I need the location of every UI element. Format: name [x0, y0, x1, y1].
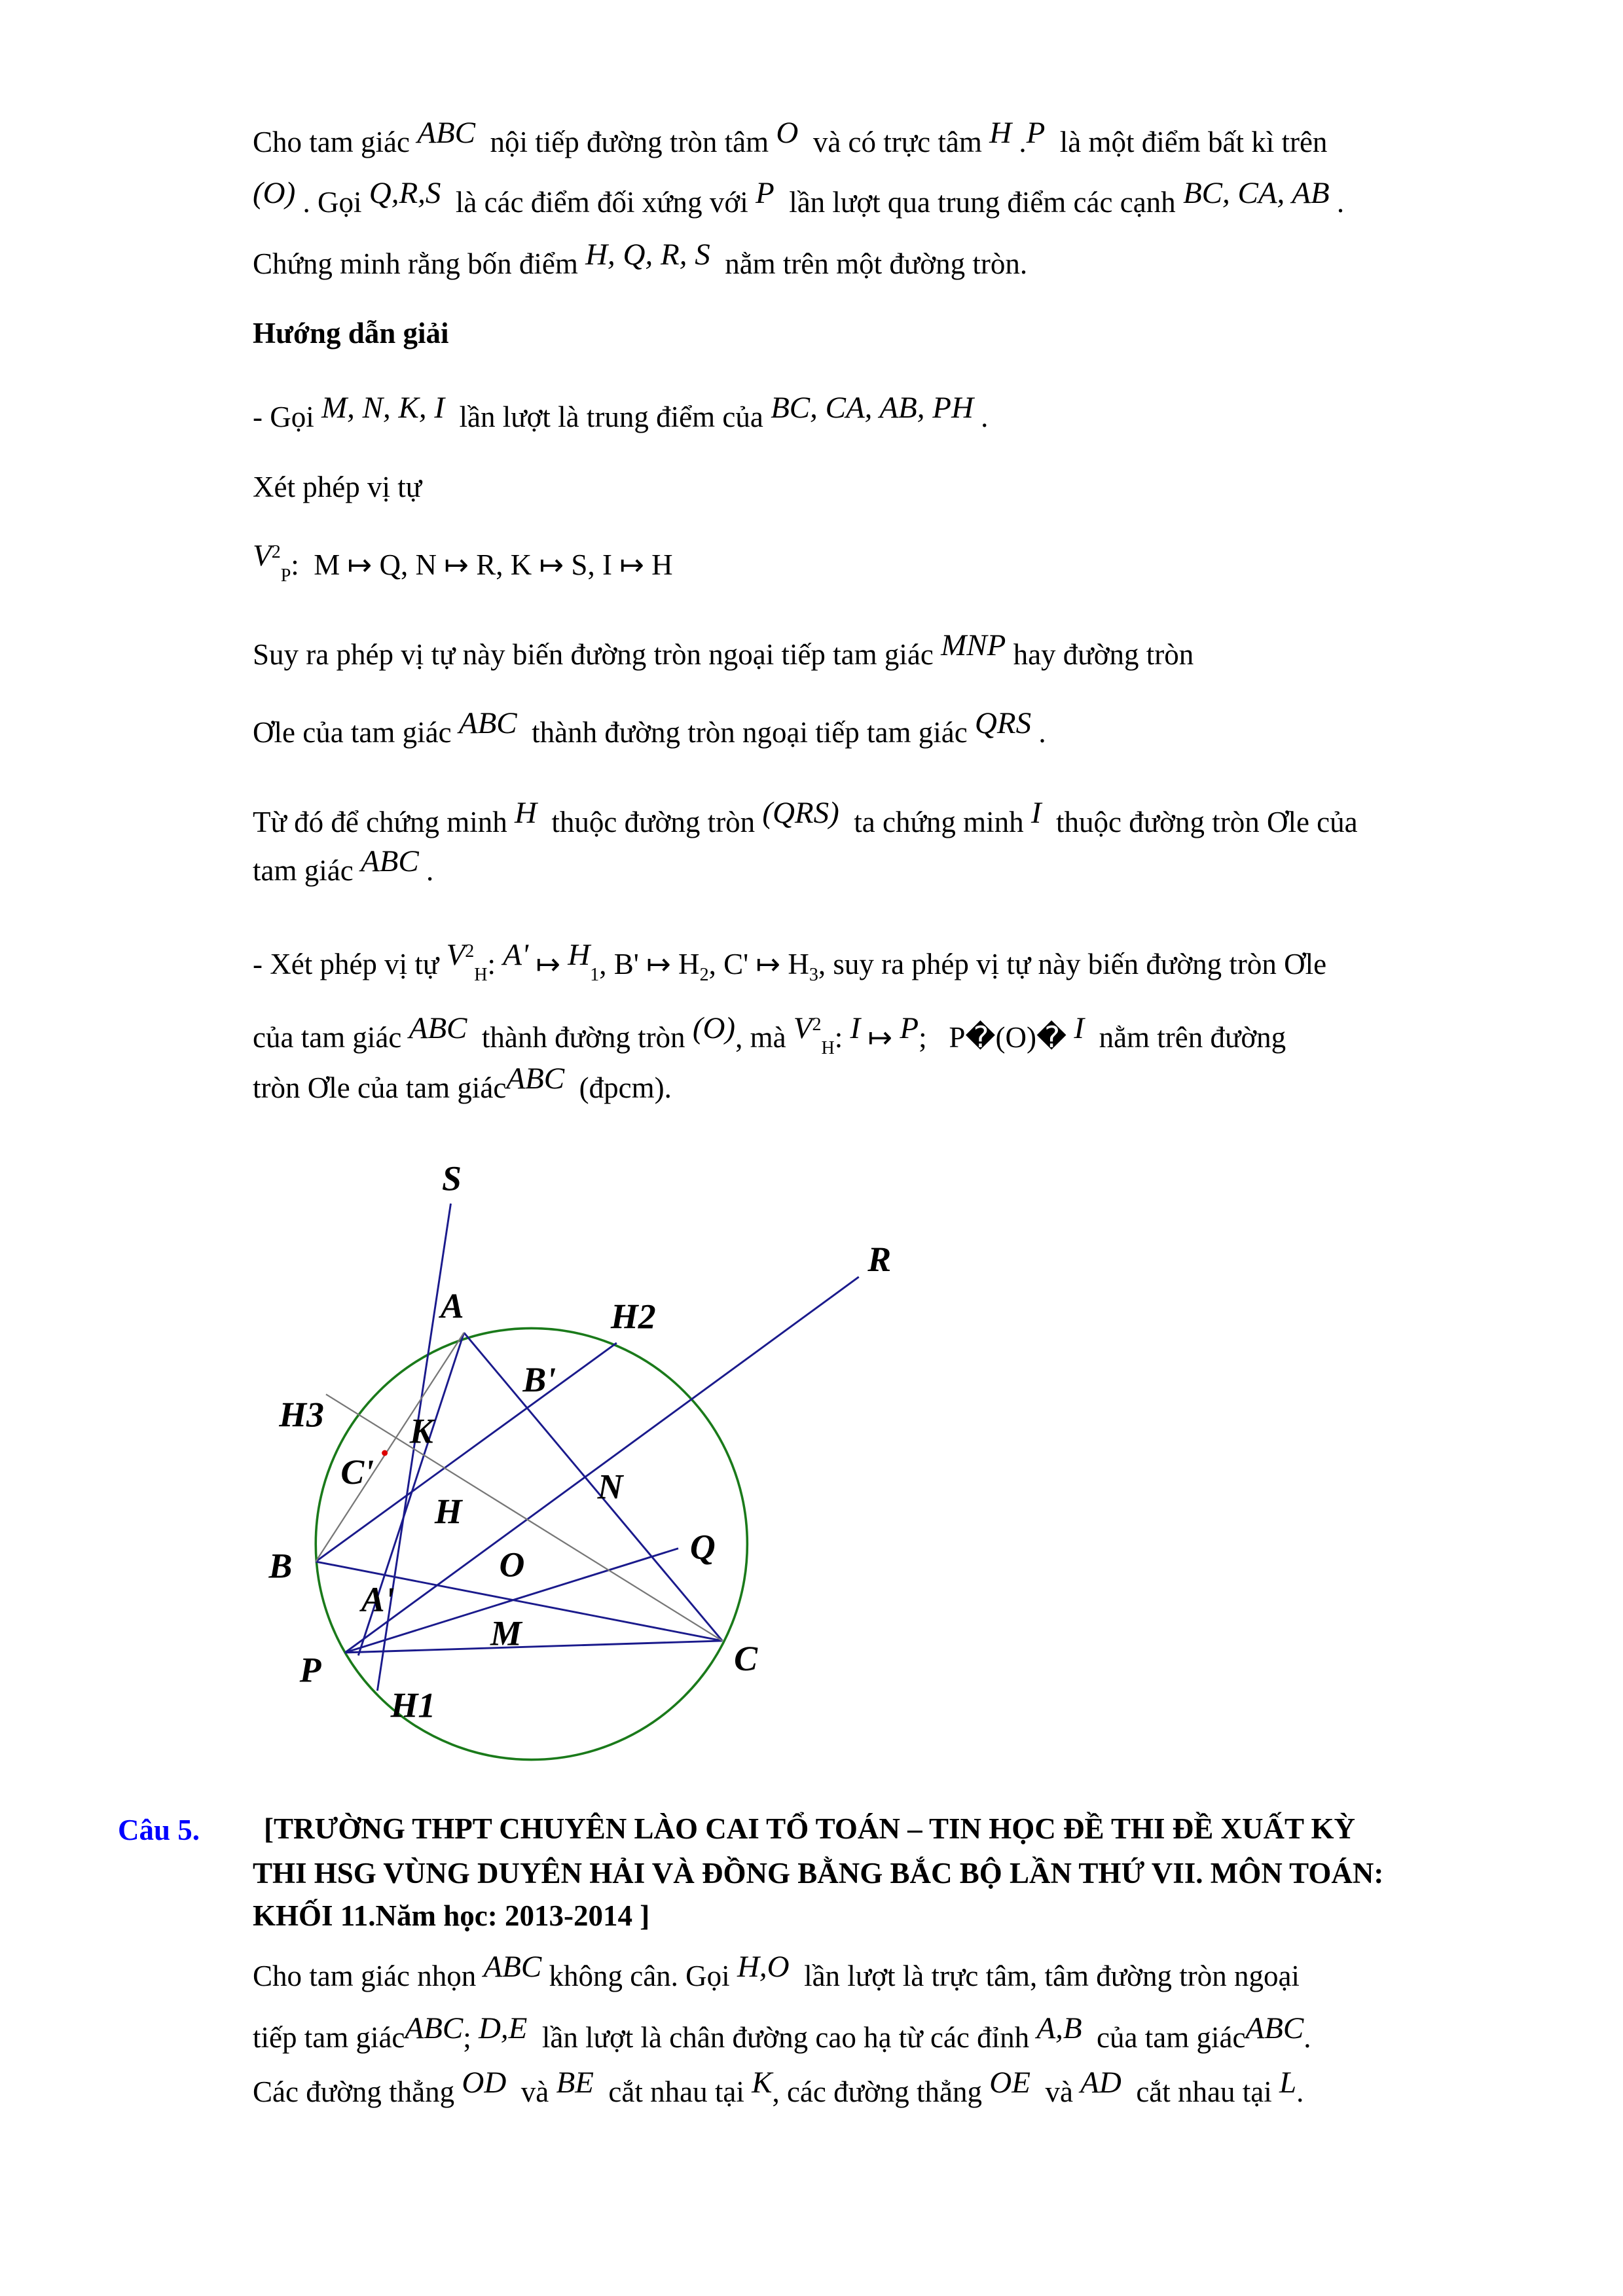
label-k: K [409, 1411, 433, 1451]
label-c: C [734, 1638, 758, 1678]
text-segment: Cho tam giác nhọn [253, 1960, 484, 1992]
math-segment: ABC [409, 1011, 467, 1045]
geometry-figure [249, 1138, 925, 1768]
math-segment: L [1279, 2066, 1297, 2100]
label-c-prime: C' [340, 1452, 374, 1492]
math-segment: (QRS) [762, 796, 839, 830]
math-segment: 2 [271, 542, 281, 562]
line-p-c [345, 1641, 722, 1653]
math-segment: MNP [941, 628, 1006, 662]
text-segment: lần lượt là trực tâm, tâm đường tròn ngoại [789, 1960, 1300, 1992]
label-o: O [499, 1545, 525, 1585]
text-segment: ; [463, 2021, 479, 2054]
point-marker [382, 1450, 388, 1456]
math-segment: V [253, 539, 272, 573]
text-segment: và [1030, 2075, 1081, 2108]
text-line [253, 628, 1194, 671]
math-segment: O [776, 116, 799, 150]
label-n: N [597, 1467, 623, 1507]
text-segment: nằm trên một đường tròn. [710, 247, 1028, 280]
text-segment: . [1031, 716, 1046, 749]
text-segment: Cho tam giác [253, 126, 418, 158]
text-segment: nằm trên đường [1084, 1021, 1286, 1054]
text-segment: là một điểm bất kì trên [1045, 126, 1328, 158]
text-segment: nội tiếp đường tròn tâm [475, 126, 776, 158]
text-segment: . [1012, 126, 1027, 158]
text-segment: [TRƯỜNG THPT CHUYÊN LÀO CAI TỔ TOÁN – TIN HỌC ĐỀ THI ĐỀ XUẤT KỲ [264, 1812, 1355, 1845]
text-segment: , mà [735, 1021, 793, 1054]
text-line [253, 116, 1328, 158]
text-segment: cắt nhau tại [593, 2075, 752, 2108]
text-segment: THI HSG VÙNG DUYÊN HẢI VÀ ĐỒNG BẰNG BẮC BỘ LẦN THỨ VII. MÔN TOÁN: [253, 1857, 1384, 1890]
label-s: S [442, 1158, 462, 1198]
math-segment: ABC [506, 1062, 565, 1096]
math-segment: P [280, 565, 291, 586]
math-segment: H,O [737, 1950, 790, 1984]
text-segment: . [1304, 2021, 1311, 2054]
math-segment: D,E [478, 2011, 528, 2045]
text-segment: và có trực tâm [798, 126, 990, 158]
math-segment: BC, CA, AB, PH [771, 391, 974, 425]
math-segment: I [1030, 796, 1042, 830]
math-segment: A,B [1036, 2011, 1082, 2045]
math-segment: ABC [417, 116, 475, 150]
text-segment: lần lượt là chân đường cao hạ từ các đỉnh [527, 2021, 1037, 2054]
label-m: M [490, 1613, 522, 1653]
text-segment: (đpcm). [564, 1071, 672, 1104]
text-segment: , suy ra phép vị tự này biến đường tròn Ơle [818, 948, 1327, 980]
text-segment: Chứng minh rằng bốn điểm [253, 247, 586, 280]
math-segment: BC, CA, AB [1182, 176, 1330, 210]
question-label: Câu 5. [118, 1814, 200, 1846]
text-segment: Các đường thẳng [253, 2075, 462, 2108]
label-a-prime: A' [361, 1580, 395, 1620]
text-segment: Hướng dẫn giải [253, 317, 449, 350]
math-segment: H [474, 965, 488, 985]
text-segment: lần lượt qua trung điểm các cạnh [774, 186, 1183, 219]
label-b-prime: B' [522, 1359, 556, 1399]
text-line [253, 1950, 1300, 1992]
text-line [253, 238, 1028, 280]
text-line [253, 706, 1046, 749]
math-segment: ABC [405, 2011, 464, 2045]
text-segment: . [1296, 2075, 1304, 2108]
text-line [253, 1062, 672, 1104]
text-segment: của tam giác [1082, 2021, 1246, 2054]
math-segment: ABC [483, 1950, 542, 1984]
text-segment: Suy ra phép vị tự này biến đường tròn ngoại tiếp tam giác [253, 638, 941, 671]
math-segment: AD [1080, 2066, 1122, 2100]
label-h2: H2 [610, 1297, 656, 1336]
math-segment: OD [462, 2066, 507, 2100]
text-segment: thuộc đường tròn Ơle của [1041, 806, 1358, 838]
heading-line [253, 1901, 649, 1931]
text-line [253, 796, 1358, 838]
math-segment: K [752, 2066, 773, 2100]
text-segment: là các điểm đối xứng với [441, 186, 756, 219]
text-segment: thành đường tròn ngoại tiếp tam giác [517, 716, 975, 749]
text-line [253, 844, 434, 887]
heading-line [253, 319, 449, 348]
label-h1: H1 [390, 1685, 436, 1725]
line-p-r [345, 1277, 859, 1653]
math-segment: I [1074, 1011, 1085, 1045]
text-segment: thuộc đường tròn [536, 806, 763, 838]
text-segment: tròn Ơle của tam giác [253, 1071, 507, 1104]
math-segment: 2 [699, 965, 709, 985]
math-segment: ABC [1245, 2011, 1304, 2045]
label-p: P [299, 1650, 321, 1690]
text-segment: . [418, 854, 434, 887]
math-segment: A' [503, 938, 529, 972]
label-b: B [268, 1546, 293, 1586]
text-segment: , B' ↦ H [599, 948, 700, 980]
text-segment: KHỐI 11.Năm học: 2013-2014 ] [253, 1899, 650, 1932]
text-line [253, 176, 1345, 219]
label-a: A [440, 1286, 464, 1326]
math-segment: (O) [692, 1011, 736, 1045]
text-line [253, 2011, 1311, 2054]
text-segment: , các đường thẳng [772, 2075, 990, 2108]
math-segment: H [568, 938, 591, 972]
math-segment: P [1026, 116, 1046, 150]
math-segment: 3 [809, 965, 818, 985]
text-segment: và [506, 2075, 556, 2108]
label-q: Q [689, 1527, 716, 1567]
text-segment: ; P�(O)� [919, 1021, 1074, 1054]
text-segment: ↦ [528, 948, 568, 980]
math-segment: 1 [590, 965, 600, 985]
math-segment: V [793, 1011, 812, 1045]
math-segment: I [850, 1011, 861, 1045]
text-segment: hay đường tròn [1006, 638, 1194, 671]
text-segment: , C' ↦ H [708, 948, 809, 980]
text-line [253, 2066, 1304, 2108]
text-segment: . [973, 401, 989, 433]
heading-line [253, 1859, 1383, 1888]
math-segment: P [900, 1011, 919, 1045]
text-line [253, 938, 1327, 985]
text-segment: tam giác [253, 854, 361, 887]
math-segment: H [514, 796, 537, 830]
text-segment: - Gọi [253, 401, 321, 433]
text-line [253, 391, 989, 433]
math-segment: H [989, 116, 1012, 150]
math-segment: Q,R,S [369, 176, 441, 210]
text-line [253, 539, 673, 586]
text-segment: ↦ [860, 1021, 900, 1054]
text-segment: Xét phép vị tự [253, 471, 422, 503]
math-segment: H [821, 1038, 835, 1058]
text-segment: . [1329, 186, 1345, 219]
text-segment: của tam giác [253, 1021, 409, 1054]
text-segment: tiếp tam giác [253, 2021, 405, 2054]
text-segment: ta chứng minh [839, 806, 1031, 838]
text-segment: : [834, 1021, 850, 1054]
text-segment: thành đường tròn [467, 1021, 693, 1054]
math-segment: M, N, K, I [321, 391, 445, 425]
label-r: R [867, 1240, 892, 1280]
math-segment: ABC [458, 706, 517, 740]
math-segment: OE [989, 2066, 1030, 2100]
text-segment: . Gọi [295, 186, 369, 219]
text-segment: Từ đó để chứng minh [253, 806, 515, 838]
math-segment: 2 [812, 1014, 822, 1035]
text-segment: : [487, 948, 503, 980]
heading-line [264, 1814, 1355, 1844]
math-segment: 2 [465, 941, 475, 961]
math-segment: ABC [360, 844, 419, 878]
math-segment: (O) [253, 176, 296, 210]
label-h3: H3 [279, 1395, 324, 1435]
text-segment: - Xét phép vị tự [253, 948, 447, 980]
text-line [253, 473, 422, 502]
math-segment: QRS [974, 706, 1032, 740]
math-segment: P [755, 176, 775, 210]
label-h: H [434, 1492, 462, 1532]
text-segment: : M ↦ Q, N ↦ R, K ↦ S, I ↦ H [291, 548, 673, 581]
math-segment: H, Q, R, S [585, 238, 710, 272]
text-segment: Ơle của tam giác [253, 716, 459, 749]
text-segment: lần lượt là trung điểm của [445, 401, 771, 433]
math-segment: V [446, 938, 465, 972]
text-line [253, 1011, 1286, 1058]
side-ac [464, 1333, 723, 1641]
text-segment: cắt nhau tại [1121, 2075, 1279, 2108]
text-segment: không cân. Gọi [541, 1960, 737, 1992]
math-segment: BE [556, 2066, 594, 2100]
